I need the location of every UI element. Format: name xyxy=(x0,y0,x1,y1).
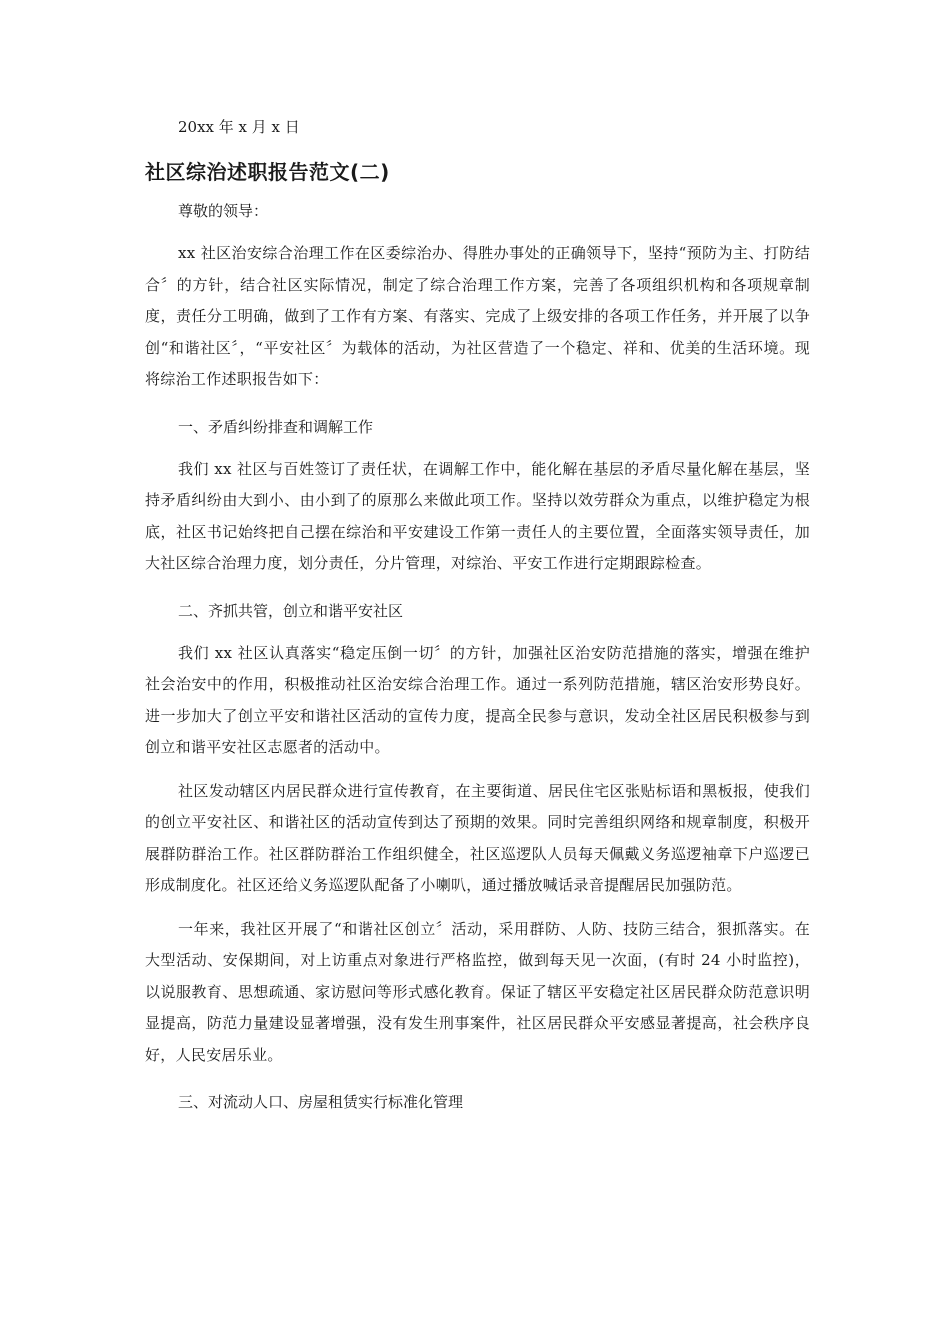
document-date: 20xx 年 x 月 x 日 xyxy=(178,118,300,136)
paragraph-section-2b: 社区发动辖区内居民群众进行宣传教育，在主要街道、居民住宅区张贴标语和黑板报，使我们的创立平安社区、和谐社区的活动宣传到达了预期的效果。同时完善组织网络和规章制度，积极开展群防群治工作。社区群防群治工作组织健全，社区巡逻队人员每天佩戴义务巡逻袖章下户巡逻已形成制度化。社区还给义务巡逻队配备了小喇叭，通过播放喊话录音提醒居民加强防范。 xyxy=(145,781,810,894)
document-body xyxy=(145,112,810,1117)
salutation: 尊敬的领导： xyxy=(178,202,269,220)
section-heading-2: 二、齐抓共管，创立和谐平安社区 xyxy=(178,601,404,620)
paragraph-section-1: 我们 xx 社区与百姓签订了责任状，在调解工作中，能化解在基层的矛盾尽量化解在基层，坚持矛盾纠纷由大到小、由小到了的原那么来做此项工作。坚持以效劳群众为重点，以维护稳定为根底，社区书记始终把自己摆在综治和平安建设工作第一责任人的主要位置，全面落实领导责任，加大社区综合治理力度，划分责任，分片管理，对综治、平安工作进行定期跟踪检查。 xyxy=(145,459,810,572)
paragraph-section-2c: 一年来，我社区开展了“和谐社区创立〞活动，采用群防、人防、技防三结合，狠抓落实。在大型活动、安保期间，对上访重点对象进行严格监控，做到每天见一次面，(有时 24 小时监控)，以说服教育、思想疏通、家访慰问等形式感化教育。保证了辖区平安稳定社区居民群众防范意识明显提高，防范力量建设显著增强，没有发生刑事案件，社区居民群众平安感显著提高，社会秩序良好，人民安居乐业。 xyxy=(145,919,810,1064)
paragraph-intro: xx 社区治安综合治理工作在区委综治办、得胜办事处的正确领导下，坚持“预防为主、打防结合〞的方针，结合社区实际情况，制定了综合治理工作方案，完善了各项组织机构和各项规章制度，责任分工明确，做到了工作有方案、有落实、完成了上级安排的各项工作任务，并开展了以争创“和谐社区〞，“平安社区〞为载体的活动，为社区营造了一个稳定、祥和、优美的生活环境。现将综治工作述职报告如下： xyxy=(145,244,810,388)
section-heading-3: 三、对流动人口、房屋租赁实行标准化管理 xyxy=(178,1093,464,1111)
paragraph-section-2a: 我们 xx 社区认真落实“稳定压倒一切〞的方针，加强社区治安防范措施的落实，增强在维护社会治安中的作用，积极推动社区治安综合治理工作。通过一系列防范措施，辖区治安形势良好。进一步加大了创立平安和谐社区活动的宣传力度，提高全民参与意识，发动全社区居民积极参与到创立和谐平安社区志愿者的活动中。 xyxy=(145,643,810,756)
section-heading-1: 一、矛盾纠纷排查和调解工作 xyxy=(178,417,374,436)
document-title: 社区综治述职报告范文(二) xyxy=(145,160,390,184)
